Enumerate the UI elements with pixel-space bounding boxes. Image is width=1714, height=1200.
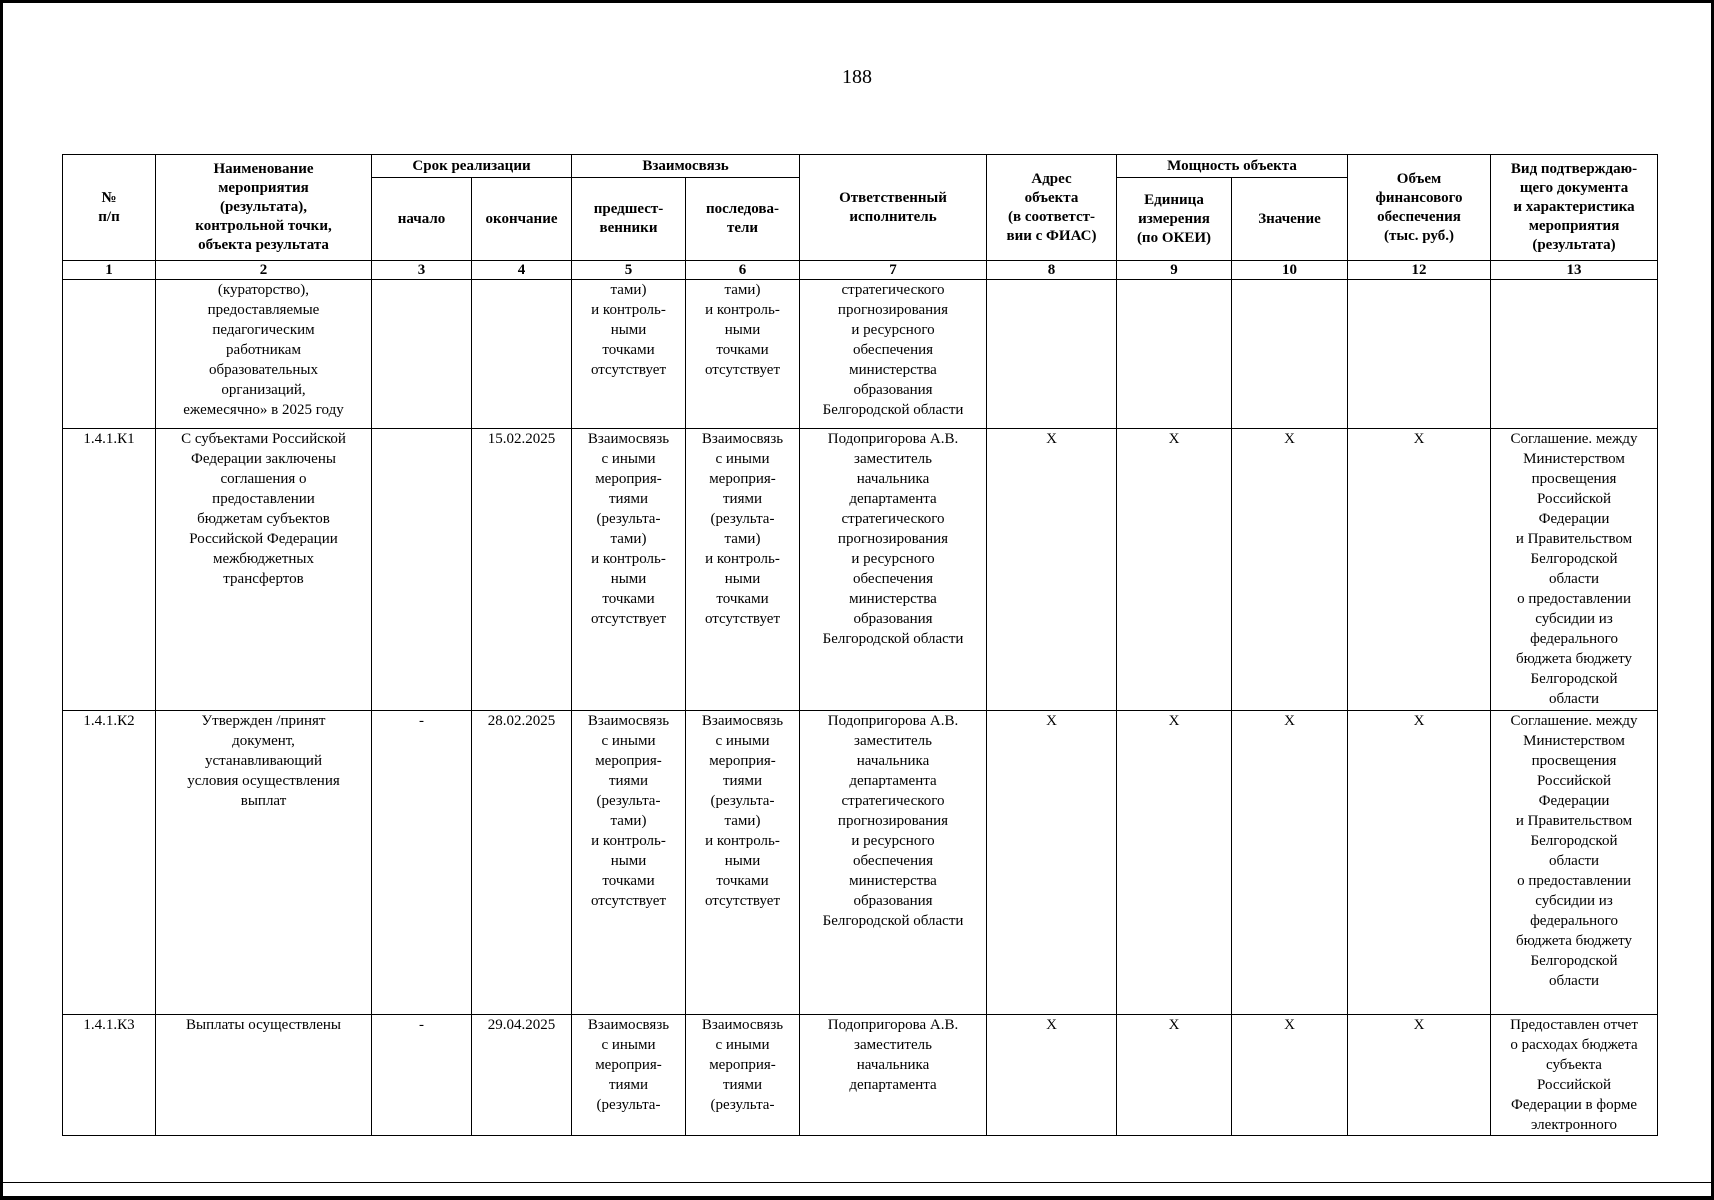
column-numbers-row (63, 261, 1658, 280)
header-term-start: начало (372, 178, 472, 261)
column-number: 5 (572, 261, 686, 280)
cell-start (372, 429, 472, 711)
header-unit: Единица измерения (по ОКЕИ) (1117, 178, 1232, 261)
cell-start (372, 280, 472, 429)
header-address: Адрес объекта (в соответст- вии с ФИАС) (987, 155, 1117, 261)
cell-address: Х (987, 711, 1117, 1015)
column-number: 4 (472, 261, 572, 280)
cell-end: 28.02.2025 (472, 711, 572, 1015)
cell-prev: Взаимосвязь с иными мероприя- тиями (результа- (572, 1015, 686, 1136)
header-responsible: Ответственный исполнитель (800, 155, 987, 261)
cell-number: 1.4.1.К1 (63, 429, 156, 711)
cell-start: - (372, 711, 472, 1015)
cell-finance: Х (1348, 429, 1491, 711)
cell-name: Выплаты осуществлены (156, 1015, 372, 1136)
cell-value (1232, 280, 1348, 429)
cell-document: Соглашение. между Министерством просвещения Российской Федерации и Правительством Белгородской области о предоставлении субсидии из федерального бюджета бюджету Белгородской области (1491, 711, 1658, 1015)
cell-unit: Х (1117, 1015, 1232, 1136)
cell-number: 1.4.1.К2 (63, 711, 156, 1015)
column-number: 8 (987, 261, 1117, 280)
header-link-next: последова- тели (686, 178, 800, 261)
column-number: 10 (1232, 261, 1348, 280)
header-document-type: Вид подтверждаю- щего документа и характеристика мероприятия (результата) (1491, 155, 1658, 261)
header-capacity-group: Мощность объекта (1117, 155, 1348, 178)
cell-document (1491, 280, 1658, 429)
cell-value: Х (1232, 711, 1348, 1015)
cell-end: 15.02.2025 (472, 429, 572, 711)
page-bottom-rule (0, 1182, 1714, 1183)
page-frame-top (0, 0, 1714, 3)
cell-address: Х (987, 429, 1117, 711)
cell-next: Взаимосвязь с иными мероприя- тиями (результа- тами) и контроль- ными точками отсутствует (686, 711, 800, 1015)
cell-number (63, 280, 156, 429)
cell-responsible: Подопригорова А.В. заместитель начальника департамента стратегического прогнозирования и ресурсного обеспечения министерства образования Белгородской области (800, 711, 987, 1015)
cell-responsible: стратегического прогнозирования и ресурсного обеспечения министерства образования Белгородской области (800, 280, 987, 429)
cell-document: Предоставлен отчет о расходах бюджета субъекта Российской Федерации в форме электронного (1491, 1015, 1658, 1136)
cell-next: Взаимосвязь с иными мероприя- тиями (результа- (686, 1015, 800, 1136)
cell-name: Утвержден /принят документ, устанавливающий условия осуществления выплат (156, 711, 372, 1015)
column-number: 12 (1348, 261, 1491, 280)
header-term-group: Срок реализации (372, 155, 572, 178)
column-number: 13 (1491, 261, 1658, 280)
cell-finance (1348, 280, 1491, 429)
header-link-group: Взаимосвязь (572, 155, 800, 178)
cell-unit (1117, 280, 1232, 429)
header-link-prev: предшест- венники (572, 178, 686, 261)
header-finance: Объем финансового обеспечения (тыс. руб.) (1348, 155, 1491, 261)
table-row (63, 711, 1658, 1015)
cell-prev: тами) и контроль- ными точками отсутствует (572, 280, 686, 429)
column-number: 9 (1117, 261, 1232, 280)
page-frame-left (0, 0, 3, 1200)
column-number: 3 (372, 261, 472, 280)
cell-name: С субъектами Российской Федерации заключены соглашения о предоставлении бюджетам субъектов Российской Федерации межбюджетных трансфертов (156, 429, 372, 711)
cell-address (987, 280, 1117, 429)
cell-start: - (372, 1015, 472, 1136)
cell-value: Х (1232, 429, 1348, 711)
header-value: Значение (1232, 178, 1348, 261)
cell-finance: Х (1348, 1015, 1491, 1136)
page-frame-bottom (0, 1196, 1714, 1200)
events-table (62, 154, 1658, 1136)
cell-prev: Взаимосвязь с иными мероприя- тиями (результа- тами) и контроль- ными точками отсутствует (572, 429, 686, 711)
cell-responsible: Подопригорова А.В. заместитель начальника департамента стратегического прогнозирования и ресурсного обеспечения министерства образования Белгородской области (800, 429, 987, 711)
column-number: 6 (686, 261, 800, 280)
cell-document: Соглашение. между Министерством просвещения Российской Федерации и Правительством Белгородской области о предоставлении субсидии из федерального бюджета бюджету Белгородской области (1491, 429, 1658, 711)
column-number: 7 (800, 261, 987, 280)
cell-responsible: Подопригорова А.В. заместитель начальника департамента (800, 1015, 987, 1136)
table-header (63, 155, 1658, 280)
cell-end (472, 280, 572, 429)
cell-prev: Взаимосвязь с иными мероприя- тиями (результа- тами) и контроль- ными точками отсутствует (572, 711, 686, 1015)
header-name: Наименование мероприятия (результата), контрольной точки, объекта результата (156, 155, 372, 261)
cell-address: Х (987, 1015, 1117, 1136)
column-number: 1 (63, 261, 156, 280)
header-number: № п/п (63, 155, 156, 261)
cell-name: (кураторство), предоставляемые педагогическим работникам образовательных организаций, ежемесячно» в 2025 году (156, 280, 372, 429)
cell-finance: Х (1348, 711, 1491, 1015)
cell-unit: Х (1117, 711, 1232, 1015)
table-row (63, 1015, 1658, 1136)
cell-end: 29.04.2025 (472, 1015, 572, 1136)
cell-number: 1.4.1.К3 (63, 1015, 156, 1136)
table-row (63, 280, 1658, 429)
cell-unit: Х (1117, 429, 1232, 711)
column-number: 2 (156, 261, 372, 280)
table-row (63, 429, 1658, 711)
header-term-end: окончание (472, 178, 572, 261)
page-number: 188 (842, 66, 872, 88)
cell-next: Взаимосвязь с иными мероприя- тиями (результа- тами) и контроль- ными точками отсутствует (686, 429, 800, 711)
cell-next: тами) и контроль- ными точками отсутствует (686, 280, 800, 429)
cell-value: Х (1232, 1015, 1348, 1136)
